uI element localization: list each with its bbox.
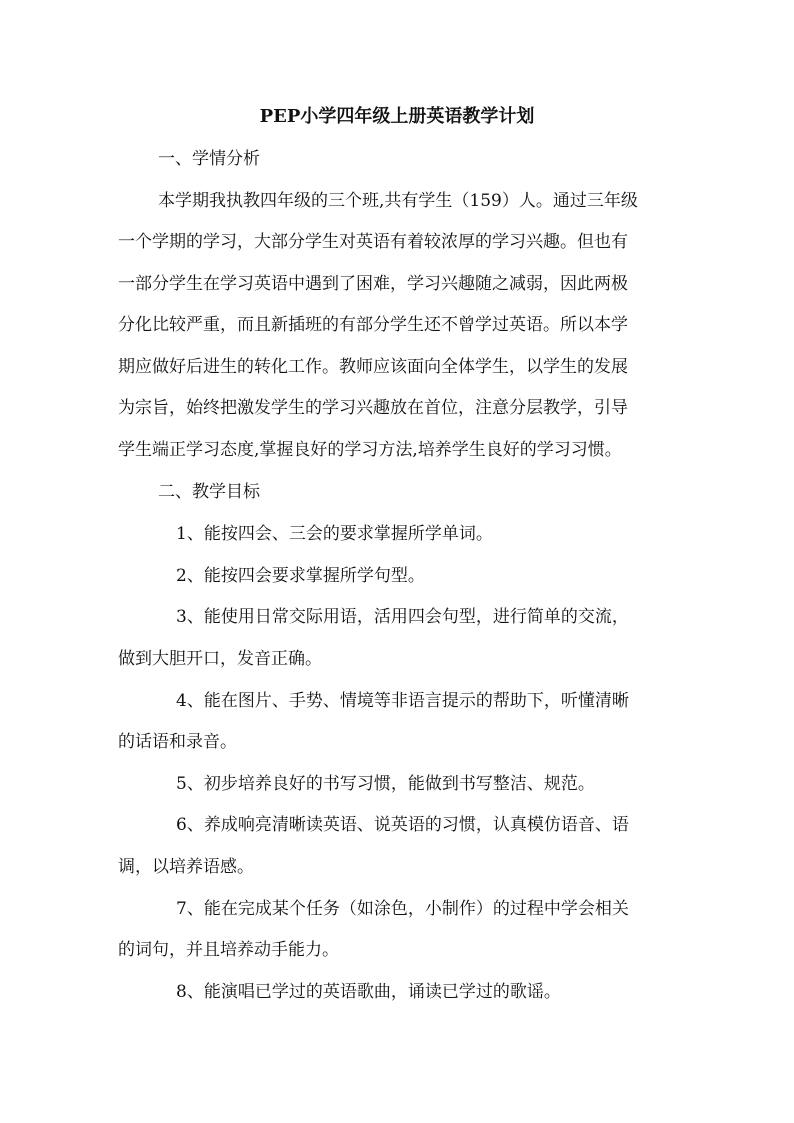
goal-item-7-continuation: 的词句，并且培养动手能力。 xyxy=(118,940,339,960)
paragraph-line: 一部分学生在学习英语中遇到了困难，学习兴趣随之减弱，因此两极 xyxy=(118,274,628,294)
goal-item-4-continuation: 的话语和录音。 xyxy=(118,732,237,752)
paragraph-line: 本学期我执教四年级的三个班,共有学生（159）人。通过三年级 xyxy=(158,191,638,211)
goal-item-2: 2、能按四会要求掌握所学句型。 xyxy=(176,566,425,586)
goal-item-4: 4、能在图片、手势、情境等非语言提示的帮助下，听懂清晰 xyxy=(176,691,629,711)
goal-item-1: 1、能按四会、三会的要求掌握所学单词。 xyxy=(176,524,493,544)
paragraph-line: 期应做好后进生的转化工作。教师应该面向全体学生，以学生的发展 xyxy=(118,357,628,377)
document-title: PEP小学四年级上册英语教学计划 xyxy=(259,106,535,127)
goal-item-8: 8、能演唱已学过的英语歌曲，诵读已学过的歌谣。 xyxy=(176,982,561,1002)
paragraph-line: 学生端正学习态度,掌握良好的学习方法,培养学生良好的学习习惯。 xyxy=(118,440,622,460)
paragraph-line: 分化比较严重，而且新插班的有部分学生还不曾学过英语。所以本学 xyxy=(118,315,628,335)
goal-item-6: 6、养成响亮清晰读英语、说英语的习惯，认真模仿语音、语 xyxy=(176,815,629,835)
goal-item-3-continuation: 做到大胆开口，发音正确。 xyxy=(118,649,322,669)
section-heading-goals: 二、教学目标 xyxy=(158,482,260,502)
section-heading-analysis: 一、学情分析 xyxy=(158,149,260,169)
paragraph-line: 为宗旨，始终把激发学生的学习兴趣放在首位，注意分层教学，引导 xyxy=(118,398,628,418)
paragraph-line: 一个学期的学习，大部分学生对英语有着较浓厚的学习兴趣。但也有 xyxy=(118,232,628,252)
goal-item-7: 7、能在完成某个任务（如涂色，小制作）的过程中学会相关 xyxy=(176,899,629,919)
goal-item-6-continuation: 调，以培养语感。 xyxy=(118,857,254,877)
goal-item-3: 3、能使用日常交际用语，活用四会句型，进行简单的交流， xyxy=(176,607,629,627)
goal-item-5: 5、初步培养良好的书写习惯，能做到书写整洁、规范。 xyxy=(176,774,595,794)
